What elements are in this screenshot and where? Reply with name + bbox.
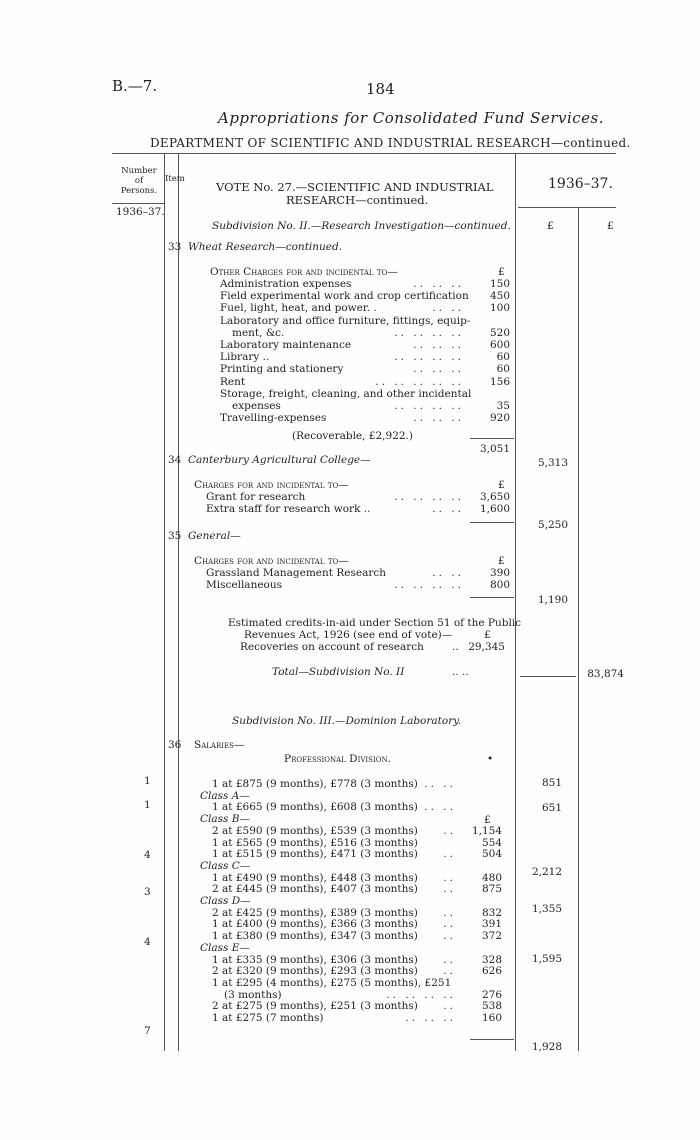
item-36-number: 36: [168, 739, 182, 751]
row-label: 1 at £400 (9 months), £366 (3 months): [212, 918, 418, 931]
row-label: Class A—: [200, 789, 250, 802]
row-label: Laboratory maintenance: [220, 339, 352, 351]
rule-persons-item: [164, 153, 165, 1051]
item-34-title: Canterbury Agricultural College—: [188, 454, 371, 466]
row-label: Administration expenses: [220, 278, 352, 290]
row-amount: 538: [481, 1000, 502, 1013]
row-leader-dots: .. ..: [432, 503, 464, 516]
row-leader-dots: ..: [443, 824, 456, 837]
row-amount: 920: [489, 412, 510, 425]
row-amount: 504: [481, 848, 502, 861]
rule-amount-col: [515, 153, 516, 1051]
item-36-salaries: Salaries—: [194, 739, 245, 751]
division-bullet: •: [487, 753, 494, 765]
row-amount: 156: [489, 375, 510, 388]
item-35-title: General—: [188, 530, 241, 542]
row-amount: 35: [496, 400, 510, 412]
item-column-head: Item: [165, 174, 185, 184]
row-amount: 328: [481, 953, 502, 966]
persons-column-head: Number of Persons.: [120, 166, 158, 196]
item-34-pound: £: [498, 479, 505, 491]
class-total: 651: [541, 802, 562, 814]
row-amount: 832: [481, 906, 502, 919]
row-label: 2 at £590 (9 months), £539 (3 months): [212, 824, 418, 837]
item-35-pound: £: [498, 555, 505, 567]
row-leader-dots: .. .. .. .. ..: [375, 375, 464, 388]
subdivision-2-total-rule: [520, 676, 576, 677]
credits-pound: £: [484, 629, 491, 641]
row-label: Grassland Management Research: [206, 567, 386, 579]
credits-line3: Recoveries on account of research: [240, 641, 424, 653]
item-33-subtotal-rule: [470, 438, 514, 439]
persons-count: 7: [144, 1025, 151, 1037]
row-leader-dots: ..: [443, 883, 456, 896]
rule-top: [112, 153, 616, 154]
row-label: Field experimental work and crop certification: [220, 290, 469, 303]
subdivision-2-total: 83,874: [587, 668, 624, 680]
row-label: Class C—: [200, 859, 251, 872]
row-leader-dots: ..: [443, 953, 456, 966]
row-amount: 100: [489, 302, 510, 315]
row-amount: 520: [489, 326, 510, 339]
persons-count: 1: [144, 775, 151, 787]
rule-item-desc: [178, 153, 179, 1051]
rule-year-head: [518, 207, 616, 208]
row-label: 1 at £295 (4 months), £275 (5 months), £251: [212, 976, 452, 989]
item-35-total: 1,190: [537, 594, 568, 606]
row-label: 1 at £335 (9 months), £306 (3 months): [212, 953, 418, 966]
row-label: 1 at £515 (9 months), £471 (3 months): [212, 848, 418, 861]
persons-count: 4: [144, 936, 151, 948]
item-34-charges-head: Charges for and incidental to—: [194, 479, 349, 491]
row-amount: 3,650: [479, 491, 510, 503]
row-amount: 800: [489, 579, 510, 592]
row-leader-dots: ..: [443, 930, 456, 943]
vote-title-line1: VOTE No. 27.—SCIENTIFIC AND INDUSTRIAL: [216, 180, 494, 194]
row-label: 1 at £665 (9 months), £608 (3 months): [212, 801, 418, 814]
row-leader-dots: ..: [443, 918, 456, 931]
row-label: 2 at £320 (9 months), £293 (3 months): [212, 965, 418, 978]
row-leader-dots: .. .. ..: [413, 278, 464, 290]
item-36-pound: £: [484, 814, 491, 826]
row-label: 1 at £275 (7 months): [212, 1012, 324, 1024]
row-amount: 1,154: [471, 824, 502, 837]
row-label: Travelling-expenses: [220, 412, 327, 425]
item-33-total: 5,313: [537, 457, 568, 469]
row-amount: 554: [481, 836, 502, 849]
row-label: Laboratory and office furniture, fittings, equip-: [220, 314, 471, 327]
row-leader-dots: .. .. .. ..: [386, 988, 456, 1001]
class-total: 1,928: [531, 1041, 562, 1053]
row-label: ment, &c.: [232, 326, 285, 339]
rule-total-col: [578, 207, 579, 1051]
row-amount: 391: [481, 918, 502, 931]
item-33-number: 33: [168, 241, 182, 253]
row-label: 1 at £490 (9 months), £448 (3 months): [212, 871, 418, 884]
row-amount: 160: [481, 1012, 502, 1024]
rule-persons-head: [112, 203, 164, 204]
row-label: Rent: [220, 375, 246, 388]
row-label: 2 at £275 (9 months), £251 (3 months): [212, 1000, 418, 1013]
row-amount: 276: [481, 988, 502, 1001]
row-leader-dots: ..: [443, 871, 456, 884]
persons-count: 3: [144, 886, 151, 898]
row-leader-dots: .. .. .. ..: [394, 400, 464, 412]
subdivision-2-total-label: Total—Subdivision No. II: [272, 666, 405, 678]
page-title: Appropriations for Consolidated Fund Services.: [218, 109, 605, 127]
year-column-head: 1936–37.: [548, 176, 613, 192]
row-leader-dots: .. ..: [432, 567, 464, 579]
row-leader-dots: .. ..: [432, 302, 464, 315]
row-leader-dots: .. .. .. ..: [394, 351, 464, 364]
row-amount: 626: [481, 965, 502, 978]
row-label: Fuel, light, heat, and power. .: [220, 302, 377, 315]
credits-line2: Revenues Act, 1926 (see end of vote)—: [244, 629, 453, 641]
row-label: Printing and stationery: [220, 363, 344, 376]
credits-line1: Estimated credits-in-aid under Section 51 of the Public: [228, 617, 522, 629]
row-label: Grant for research: [206, 491, 306, 503]
row-amount: 60: [496, 363, 510, 376]
pound-sign-col-a: £: [547, 220, 554, 232]
row-leader-dots: .. .. ..: [413, 339, 464, 351]
row-amount: 600: [489, 339, 510, 351]
credits-dots: ..: [452, 641, 459, 653]
row-leader-dots: .. .. ..: [413, 412, 464, 425]
item-33-recoverable: (Recoverable, £2,922.): [292, 430, 413, 442]
item-34-total: 5,250: [537, 519, 568, 531]
item-35-number: 35: [168, 530, 182, 542]
row-leader-dots: .. .. .. ..: [394, 491, 464, 503]
professional-division-heading: Professional Division.: [284, 753, 391, 765]
class-total: 1,595: [531, 953, 562, 965]
row-label: Class E—: [200, 941, 250, 954]
item-33-pound: £: [498, 266, 505, 278]
pound-sign-col-b: £: [607, 220, 614, 232]
page-number: 184: [366, 80, 395, 98]
row-leader-dots: ..: [443, 906, 456, 919]
row-label: Class B—: [200, 813, 250, 826]
row-amount: 60: [496, 351, 510, 364]
item-36-rule: [470, 1039, 514, 1040]
persons-year: 1936–37.: [116, 206, 165, 218]
row-label: Library ..: [220, 351, 270, 364]
item-35-rule: [470, 597, 514, 598]
item-35-charges-head: Charges for and incidental to—: [194, 555, 349, 567]
class-total: 1,355: [531, 903, 562, 915]
row-amount: 480: [481, 871, 502, 884]
row-label: 1 at £380 (9 months), £347 (3 months): [212, 930, 418, 943]
row-leader-dots: .. .. .. ..: [394, 326, 464, 339]
row-label: 2 at £445 (9 months), £407 (3 months): [212, 883, 418, 896]
subdivision-3-heading: Subdivision No. III.—Dominion Laboratory.: [232, 715, 462, 727]
row-leader-dots: ..: [443, 1000, 456, 1013]
persons-count: 1: [144, 799, 151, 811]
class-total: 851: [541, 777, 562, 789]
subdivision-2-heading: Subdivision No. II.—Research Investigation—continued.: [212, 220, 511, 232]
row-label: 1 at £565 (9 months), £516 (3 months): [212, 836, 418, 849]
subdivision-2-total-dots: .. ..: [452, 666, 469, 678]
row-label: Extra staff for research work ..: [206, 503, 371, 516]
row-amount: 450: [489, 290, 510, 303]
row-label: 1 at £875 (9 months), £778 (3 months): [212, 778, 418, 790]
row-leader-dots: ..: [443, 848, 456, 861]
department-heading: DEPARTMENT OF SCIENTIFIC AND INDUSTRIAL RESEARCH—continued.: [150, 136, 631, 150]
persons-count: 4: [144, 849, 151, 861]
row-leader-dots: .. .. .. ..: [394, 579, 464, 592]
page-ref: B.—7.: [112, 77, 158, 95]
row-amount: 390: [489, 567, 510, 579]
row-label: Miscellaneous: [206, 579, 283, 592]
row-amount: 875: [481, 883, 502, 896]
item-33-charges-head: Other Charges for and incidental to—: [210, 266, 398, 278]
item-33-subtotal: 3,051: [479, 443, 510, 455]
row-amount: 372: [481, 930, 502, 943]
row-amount: 1,600: [479, 503, 510, 516]
row-leader-dots: .. ..: [424, 801, 456, 814]
row-label: Class D—: [200, 895, 251, 907]
row-leader-dots: .. .. ..: [405, 1012, 456, 1024]
item-34-rule: [470, 522, 514, 523]
item-34-number: 34: [168, 454, 182, 466]
row-leader-dots: ..: [443, 965, 456, 978]
vote-title-line2: RESEARCH—continued.: [286, 193, 429, 207]
class-total: 2,212: [531, 866, 562, 878]
row-leader-dots: .. ..: [424, 778, 456, 790]
row-leader-dots: .. .. ..: [413, 363, 464, 376]
row-amount: 150: [489, 278, 510, 290]
item-33-title: Wheat Research—continued.: [188, 241, 343, 253]
credits-amount: 29,345: [468, 641, 505, 653]
row-label: (3 months): [224, 988, 282, 1001]
row-label: expenses: [232, 400, 281, 412]
row-label: Storage, freight, cleaning, and other incidental: [220, 387, 472, 400]
row-label: 2 at £425 (9 months), £389 (3 months): [212, 906, 418, 919]
